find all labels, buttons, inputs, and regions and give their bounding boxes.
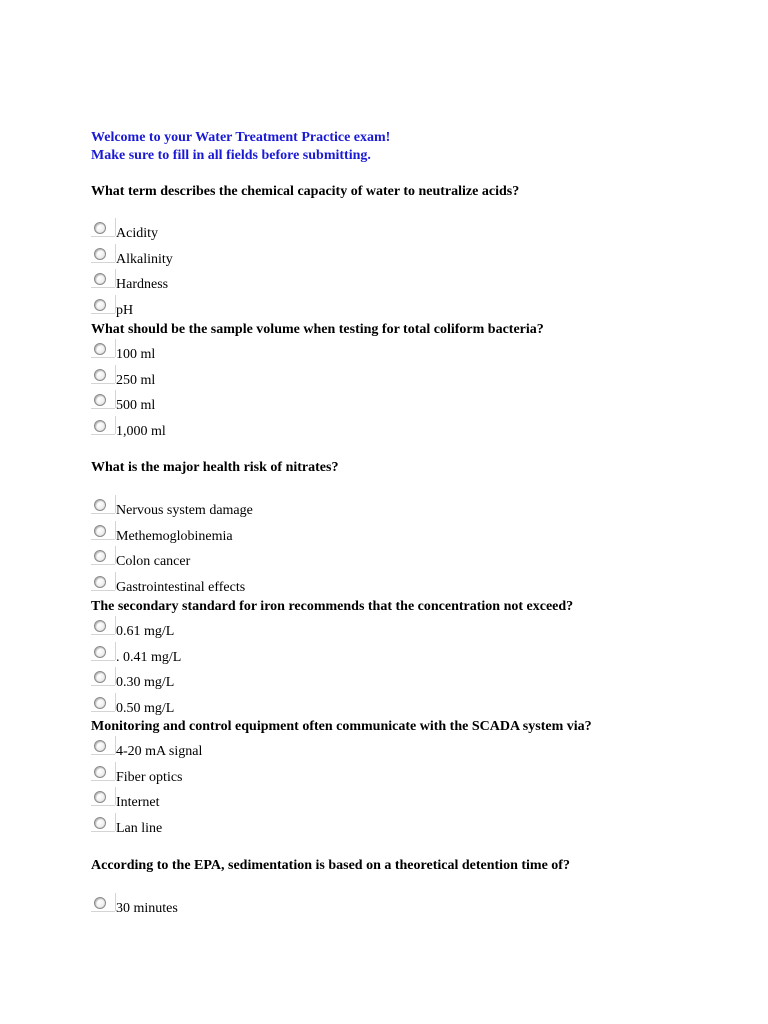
field-underline — [91, 383, 115, 384]
question-6-text: According to the EPA, sedimentation is based on a theoretical detention time of? — [91, 858, 570, 873]
radio-button-icon[interactable] — [94, 550, 106, 562]
field-underline — [91, 634, 115, 635]
radio-button-icon[interactable] — [94, 620, 106, 632]
question-1-text: What term describes the chemical capacity of water to neutralize acids? — [91, 184, 520, 199]
instructions-text: Make sure to fill in all fields before submitting. — [91, 148, 371, 163]
field-underline — [91, 780, 115, 781]
question-2-option-1[interactable] — [91, 343, 391, 365]
question-5-text: Monitoring and control equipment often communicate with the SCADA system via? — [91, 719, 592, 734]
question-3-option-1[interactable] — [91, 499, 391, 521]
question-3-option-4[interactable] — [91, 576, 391, 598]
field-underline — [91, 513, 115, 514]
field-underline — [91, 711, 115, 712]
radio-button-icon[interactable] — [94, 766, 106, 778]
option-label: Methemoglobinemia — [116, 529, 233, 544]
radio-button-icon[interactable] — [94, 897, 106, 909]
option-label: Lan line — [116, 821, 163, 836]
field-underline — [91, 660, 115, 661]
field-underline — [91, 564, 115, 565]
radio-button-icon[interactable] — [94, 394, 106, 406]
field-underline — [91, 408, 115, 409]
question-3-option-2[interactable] — [91, 525, 391, 547]
option-label: Colon cancer — [116, 554, 191, 569]
question-4-text: The secondary standard for iron recommends that the concentration not exceed? — [91, 599, 574, 614]
option-label: Alkalinity — [116, 252, 173, 267]
option-label: Hardness — [116, 277, 169, 292]
question-1-option-2[interactable] — [91, 248, 391, 270]
option-label: Fiber optics — [116, 770, 183, 785]
radio-button-icon[interactable] — [94, 576, 106, 588]
radio-button-icon[interactable] — [94, 499, 106, 511]
question-6-option-1[interactable] — [91, 897, 391, 919]
radio-button-icon[interactable] — [94, 222, 106, 234]
question-2-option-2[interactable] — [91, 369, 391, 391]
option-label: 1,000 ml — [116, 424, 166, 439]
radio-button-icon[interactable] — [94, 248, 106, 260]
welcome-heading: Welcome to your Water Treatment Practice exam! — [91, 130, 391, 145]
radio-button-icon[interactable] — [94, 791, 106, 803]
question-4-option-3[interactable] — [91, 671, 391, 693]
radio-button-icon[interactable] — [94, 646, 106, 658]
field-underline — [91, 685, 115, 686]
question-3-option-3[interactable] — [91, 550, 391, 572]
question-2-option-4[interactable] — [91, 420, 391, 442]
option-label: Internet — [116, 795, 160, 810]
field-underline — [91, 434, 115, 435]
option-label: 100 ml — [116, 347, 156, 362]
question-2-option-3[interactable] — [91, 394, 391, 416]
option-label: 0.61 mg/L — [116, 624, 175, 639]
option-label: 30 minutes — [116, 901, 178, 916]
question-5-option-3[interactable] — [91, 791, 391, 813]
question-3-text: What is the major health risk of nitrates? — [91, 460, 339, 475]
question-5-option-4[interactable] — [91, 817, 391, 839]
question-4-option-4[interactable] — [91, 697, 391, 719]
question-1-option-3[interactable] — [91, 273, 391, 295]
field-underline — [91, 754, 115, 755]
radio-button-icon[interactable] — [94, 420, 106, 432]
field-underline — [91, 590, 115, 591]
field-underline — [91, 805, 115, 806]
intro-text — [91, 129, 390, 165]
radio-button-icon[interactable] — [94, 299, 106, 311]
radio-button-icon[interactable] — [94, 369, 106, 381]
radio-button-icon[interactable] — [94, 740, 106, 752]
option-label: pH — [116, 303, 134, 318]
option-label: Nervous system damage — [116, 503, 253, 518]
question-4-option-2[interactable] — [91, 646, 391, 668]
option-label: Gastrointestinal effects — [116, 580, 246, 595]
question-5-option-2[interactable] — [91, 766, 391, 788]
option-label: 0.50 mg/L — [116, 701, 175, 716]
radio-button-icon[interactable] — [94, 697, 106, 709]
option-label: 250 ml — [116, 373, 156, 388]
radio-button-icon[interactable] — [94, 817, 106, 829]
radio-button-icon[interactable] — [94, 343, 106, 355]
option-label: 0.30 mg/L — [116, 675, 175, 690]
option-label: 4-20 mA signal — [116, 744, 203, 759]
field-underline — [91, 357, 115, 358]
question-2-text: What should be the sample volume when testing for total coliform bacteria? — [91, 322, 544, 337]
radio-button-icon[interactable] — [94, 671, 106, 683]
question-4-option-1[interactable] — [91, 620, 391, 642]
field-underline — [91, 313, 115, 314]
field-underline — [91, 911, 115, 912]
field-underline — [91, 539, 115, 540]
question-1-option-1[interactable] — [91, 222, 391, 244]
field-underline — [91, 262, 115, 263]
question-1-option-4[interactable] — [91, 299, 391, 321]
radio-button-icon[interactable] — [94, 525, 106, 537]
field-underline — [91, 287, 115, 288]
option-label: . 0.41 mg/L — [116, 650, 182, 665]
field-underline — [91, 236, 115, 237]
radio-button-icon[interactable] — [94, 273, 106, 285]
question-5-option-1[interactable] — [91, 740, 391, 762]
option-label: Acidity — [116, 226, 158, 241]
field-underline — [91, 831, 115, 832]
option-label: 500 ml — [116, 398, 156, 413]
